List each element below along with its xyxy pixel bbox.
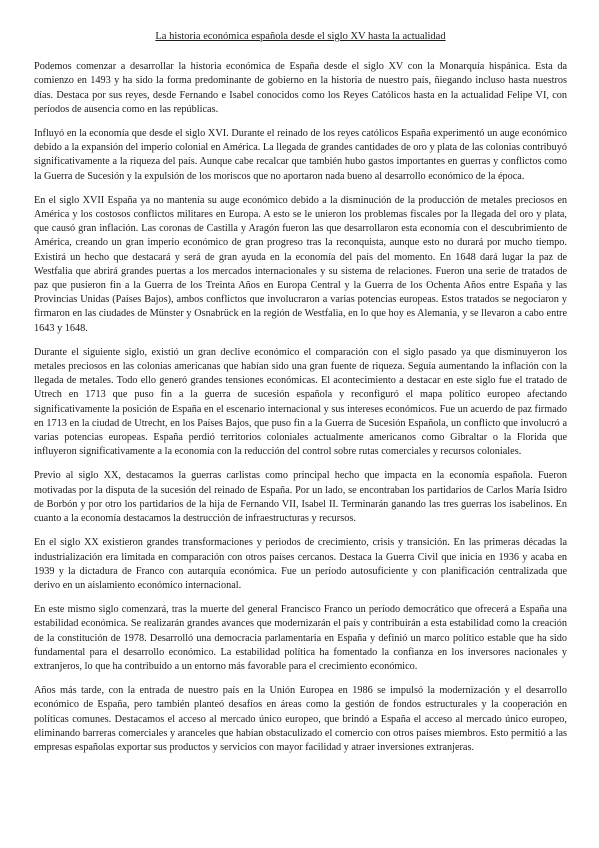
paragraph-5: Previo al siglo XX, destacamos la guerras carlistas como principal hecho que impacta en la economía española. Fueron motivadas por la disputa de la sucesión del reinado de España. Por un lado, se encontraban los partidarios de Carlos María Isidro de Borbón y por otro los partidarios de la hija de Fernando VII, Isabel II. Terminarán ganando las tres guerras los isabelinos. En cuanto a la economía destacamos la destrucción de infraestructuras y recursos. [34,470,567,525]
paragraph-6: En el siglo XX existieron grandes transformaciones y periodos de crecimiento, crisis y transición. En las primeras décadas la industrialización era limitada en comparación con otros países cercanos. Destaca la Guerra Civil que inicia en 1936 y acaba en 1939 y la dictadura de Franco con autarquía económica. Fue un período autosuficiente y con planificación centralizada que derivo en un aislamiento económico internacional. [34,537,567,591]
document-title: La historia económica española desde el siglo XV hasta la actualidad [155,31,446,42]
paragraph-3: En el siglo XVII España ya no mantenía su auge económico debido a la disminución de la producción de metales preciosos en América y los costosos conflictos militares en Europa. A esto se le unieron los problemas fiscales por la llegada del oro y plata, que causó gran inflación. Las coronas de Castilla y Aragón fueron las que desarrollaron esta economía con el descubrimiento de América, creando un gran imperio económico de gran progreso tras la reconquista, aunque esto no durará por mucho tiempo. Existirá un hecho que destacará y será de gran ayuda en la economía del país del momento. En 1648 dará lugar la paz de Westfalia que abrirá grandes puertas a los mercados internacionales y su sistema de relaciones. Fueron una serie de tratados de paz que pusieron fin a la Guerra de los Treinta Años en Europa Central y la Guerra de los Ochenta Años entre España y las Provincias Unidas (Países Bajos), ambos conflictos que involucraron a varias potencias europeas. Estos tratados se negociaron y firmaron en las ciudades de Münster y Osnabrück en la región de Westfalia, en lo que hoy es Alemania, y se llevaron a cabo entre 1643 y 1648. [34,194,567,334]
paragraph-2: Influyó en la economía que desde el siglo XVI. Durante el reinado de los reyes católicos España experimentó un auge económico debido a la expansión del imperio colonial en América. La llegada de grandes cantidades de oro y plata de las colonias contribuyó significativamente a la riqueza del país. Aunque cabe recalcar que también hubo gastos importantes en guerras y conflictos como la Guerra de Sucesión y la expulsión de los moriscos que no aportaron nada bueno al desarrollo económico de la época. [34,128,567,182]
paragraph-4: Durante el siguiente siglo, existió un gran declive económico el comparación con el siglo pasado ya que disminuyeron los metales preciosos en las colonias americanas que habían sido una gran fuente de riqueza. Seguía aumentando la inflación con la llegada de metales. Todo ello generó grandes tensiones económicas. El acontecimiento a destacar en este siglo fue el tratado de Utrech en 1713 que puso fin a la guerra de sucesión española y reconfiguró el mapa político europeo afectando significativamente la posición de España en el escenario internacional y sus intereses económicos. Fue un acuerdo de paz firmado en 1713 en la ciudad de Utrecht, en los Países Bajos, que puso fin a la Guerra de Sucesión Española, un conflicto que involucró a varias potencias europeas. España perdió territorios coloniales actualmente americanos como Gibraltar o la Florida que influyeron significativamente a la economía con la reducción del control sobre rutas comerciales y recursos coloniales. [34,346,567,458]
paragraph-7: En este mismo siglo comenzará, tras la muerte del general Francisco Franco un período democrático que ofrecerá a España una estabilidad económica. Se realizarán grandes avances que modernizarán el país y contribuirán a esta estabilidad como la creación de la constitución de 1978. Desarrolló una democracia parlamentaria en España y definió un marco político estable que ha sido fundamental para el desarrollo económico. La estabilidad política ha fomentado la confianza en los inversores nacionales y extranjeros, lo que ha contribuido a un entorno más favorable para el crecimiento económico. [34,604,567,672]
paragraph-1: Podemos comenzar a desarrollar la historia económica de España desde el siglo XV con la Monarquía hispánica. Esta da comienzo en 1493 y ha sido la forma predominante de gobierno en la historia de nuestro país, ñiegando incluso hasta nuestros días. Destaca por sus reyes, desde Fernando e Isabel conocidos como los Reyes Católicos hasta en la actualidad Felipe VI, con períodos de ausencia como en las repúblicas. [34,61,567,115]
paragraph-8: Años más tarde, con la entrada de nuestro país en la Unión Europea en 1986 se impulsó la modernización y el desarrollo económico de España, pero también planteó desafíos en áreas como la gestión de fondos estructurales y la cooperación en políticas comunes. Destacamos el acceso al mercado único europeo, que brindó a España el acceso al mercado único europeo, eliminando barreras comerciales y aranceles que habían obstaculizado el comercio con otros países miembros. Esto permitió a las empresas españolas exportar sus productos y servicios con mayor facilidad y atraer inversiones extranjeras. [34,685,567,753]
